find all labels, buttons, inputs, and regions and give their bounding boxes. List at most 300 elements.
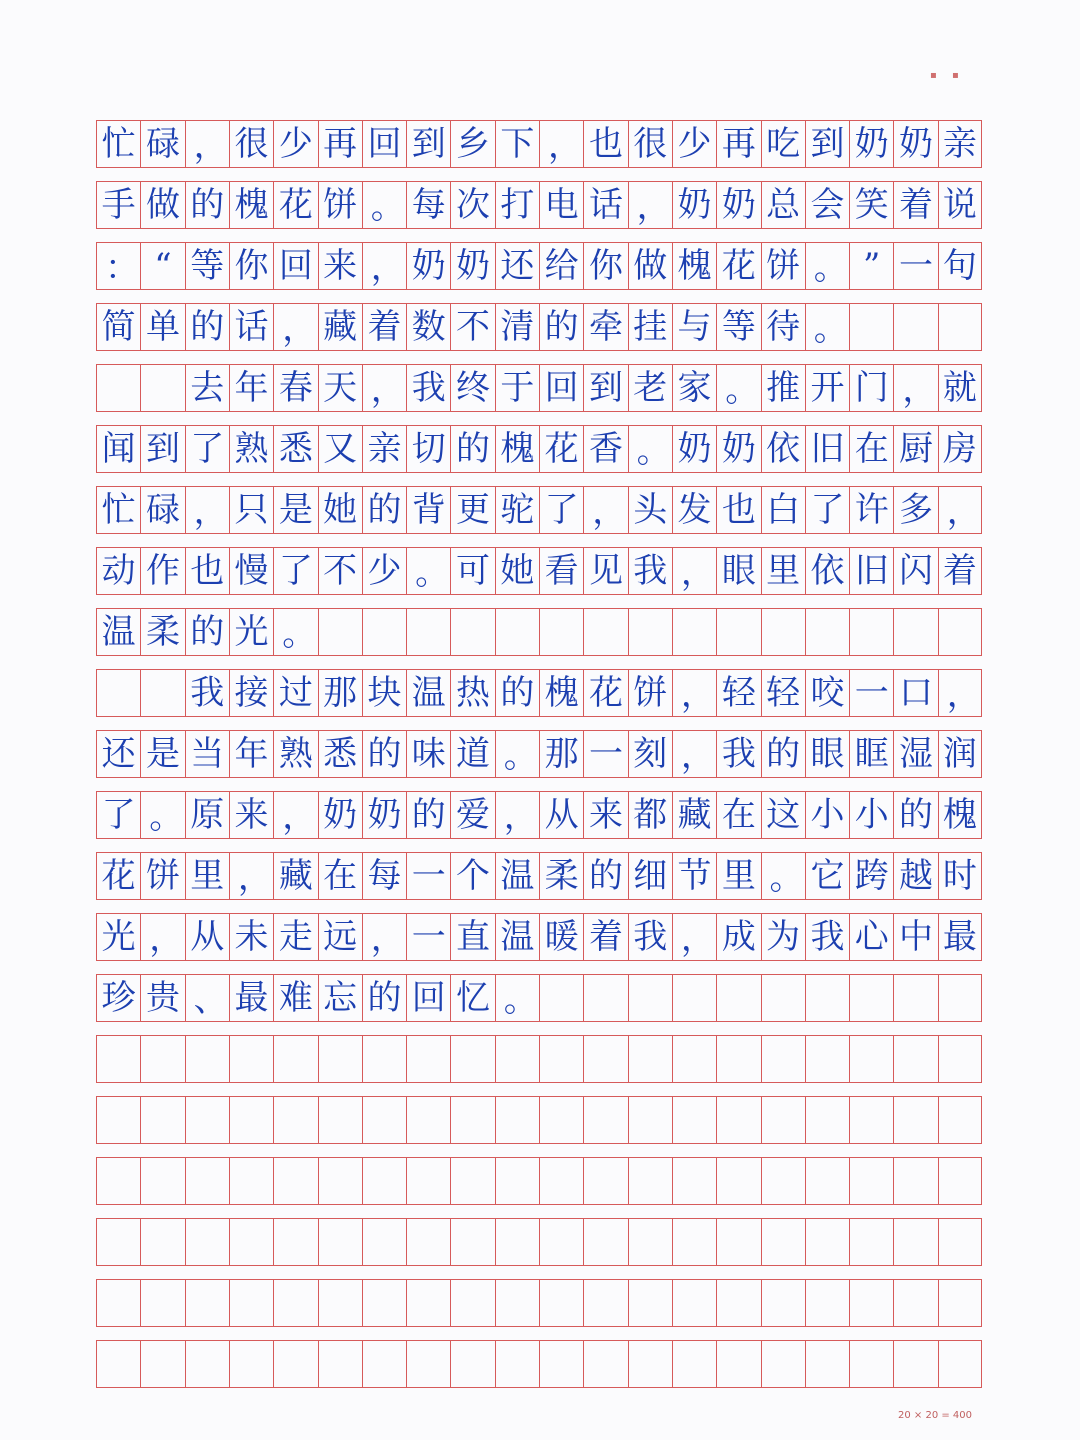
grid-cell bbox=[805, 1341, 849, 1387]
grid-cell: 里 bbox=[761, 548, 805, 594]
grid-cell: 。 bbox=[761, 853, 805, 899]
grid-cell: 我 bbox=[805, 914, 849, 960]
grid-cell: 着 bbox=[362, 304, 406, 350]
grid-cell: ， bbox=[362, 243, 406, 289]
grid-cell bbox=[761, 609, 805, 655]
grid-cell: 轻 bbox=[716, 670, 760, 716]
grid-row bbox=[96, 303, 982, 351]
grid-cell bbox=[628, 975, 672, 1021]
grid-cell: “ bbox=[140, 243, 184, 289]
grid-cell: 厨 bbox=[893, 426, 937, 472]
grid-cell: 年 bbox=[229, 365, 273, 411]
grid-cell bbox=[893, 1097, 937, 1143]
grid-row bbox=[96, 730, 982, 778]
grid-cell: 的 bbox=[761, 731, 805, 777]
grid-cell bbox=[495, 1219, 539, 1265]
grid-cell bbox=[140, 670, 184, 716]
grid-cell bbox=[318, 1280, 362, 1326]
grid-cell bbox=[716, 1280, 760, 1326]
grid-cell bbox=[495, 1036, 539, 1082]
grid-cell: 电 bbox=[539, 182, 583, 228]
grid-cell: 。 bbox=[805, 304, 849, 350]
grid-cell bbox=[583, 1158, 627, 1204]
grid-cell: 少 bbox=[672, 121, 716, 167]
grid-cell bbox=[450, 1341, 494, 1387]
grid-cell bbox=[893, 304, 937, 350]
grid-cell bbox=[583, 1280, 627, 1326]
grid-cell: 温 bbox=[495, 853, 539, 899]
grid-cell bbox=[229, 1341, 273, 1387]
grid-cell: 难 bbox=[273, 975, 317, 1021]
grid-cell bbox=[672, 975, 716, 1021]
grid-cell bbox=[318, 1158, 362, 1204]
grid-cell: 门 bbox=[849, 365, 893, 411]
grid-cell: 悉 bbox=[273, 426, 317, 472]
grid-cell bbox=[672, 1036, 716, 1082]
grid-cell: 回 bbox=[539, 365, 583, 411]
grid-cell bbox=[406, 1158, 450, 1204]
grid-cell bbox=[805, 1036, 849, 1082]
grid-cell bbox=[849, 609, 893, 655]
grid-cell: 不 bbox=[450, 304, 494, 350]
grid-cell: 了 bbox=[805, 487, 849, 533]
grid-row bbox=[96, 425, 982, 473]
grid-cell: 去 bbox=[185, 365, 229, 411]
grid-cell: 少 bbox=[362, 548, 406, 594]
grid-cell bbox=[805, 1219, 849, 1265]
grid-cell: 你 bbox=[583, 243, 627, 289]
grid-cell bbox=[672, 1341, 716, 1387]
grid-cell bbox=[140, 1219, 184, 1265]
grid-cell: 打 bbox=[495, 182, 539, 228]
grid-cell: ， bbox=[362, 914, 406, 960]
grid-cell: 这 bbox=[761, 792, 805, 838]
grid-cell: 单 bbox=[140, 304, 184, 350]
grid-cell: 接 bbox=[229, 670, 273, 716]
grid-cell: 头 bbox=[628, 487, 672, 533]
grid-cell: 我 bbox=[628, 548, 672, 594]
grid-cell: 饼 bbox=[140, 853, 184, 899]
grid-cell: 光 bbox=[96, 914, 140, 960]
grid-cell bbox=[318, 1341, 362, 1387]
grid-cell: 每 bbox=[362, 853, 406, 899]
grid-cell bbox=[229, 1036, 273, 1082]
grid-cell bbox=[583, 1341, 627, 1387]
grid-cell: 我 bbox=[628, 914, 672, 960]
grid-row bbox=[96, 852, 982, 900]
grid-cell: 吃 bbox=[761, 121, 805, 167]
grid-cell bbox=[805, 1158, 849, 1204]
grid-row bbox=[96, 913, 982, 961]
grid-cell bbox=[362, 1219, 406, 1265]
grid-cell: 从 bbox=[539, 792, 583, 838]
grid-cell bbox=[849, 1341, 893, 1387]
grid-cell: 手 bbox=[96, 182, 140, 228]
grid-cell: 奶 bbox=[318, 792, 362, 838]
grid-cell: 一 bbox=[893, 243, 937, 289]
grid-cell: 的 bbox=[185, 304, 229, 350]
grid-cell: 下 bbox=[495, 121, 539, 167]
grid-cell bbox=[362, 1097, 406, 1143]
grid-cell bbox=[273, 1036, 317, 1082]
grid-cell bbox=[273, 1341, 317, 1387]
grid-row bbox=[96, 120, 982, 168]
grid-cell: 我 bbox=[406, 365, 450, 411]
grid-cell bbox=[761, 1280, 805, 1326]
grid-row bbox=[96, 608, 982, 656]
grid-cell: 简 bbox=[96, 304, 140, 350]
grid-cell bbox=[849, 1219, 893, 1265]
grid-cell: 的 bbox=[362, 487, 406, 533]
grid-cell: 咬 bbox=[805, 670, 849, 716]
grid-cell bbox=[450, 1280, 494, 1326]
grid-cell: 热 bbox=[450, 670, 494, 716]
grid-cell: ， bbox=[938, 670, 982, 716]
grid-cell: 回 bbox=[362, 121, 406, 167]
grid-row bbox=[96, 1218, 982, 1266]
grid-cell bbox=[583, 1036, 627, 1082]
grid-cell: ， bbox=[938, 487, 982, 533]
grid-cell: 柔 bbox=[539, 853, 583, 899]
grid-cell: 挂 bbox=[628, 304, 672, 350]
grid-cell bbox=[495, 1341, 539, 1387]
grid-cell: 动 bbox=[96, 548, 140, 594]
grid-cell bbox=[672, 1097, 716, 1143]
grid-cell: 话 bbox=[229, 304, 273, 350]
page-header-mark: ▪ ▪ bbox=[930, 70, 965, 81]
grid-cell: 很 bbox=[229, 121, 273, 167]
grid-cell: 块 bbox=[362, 670, 406, 716]
grid-cell: 房 bbox=[938, 426, 982, 472]
grid-cell: 会 bbox=[805, 182, 849, 228]
grid-cell: 句 bbox=[938, 243, 982, 289]
grid-cell bbox=[96, 365, 140, 411]
grid-cell: 藏 bbox=[273, 853, 317, 899]
grid-cell bbox=[495, 1097, 539, 1143]
grid-cell: ” bbox=[849, 243, 893, 289]
grid-cell: 许 bbox=[849, 487, 893, 533]
grid-cell bbox=[716, 1341, 760, 1387]
grid-cell bbox=[273, 1158, 317, 1204]
grid-cell: 远 bbox=[318, 914, 362, 960]
grid-cell: 等 bbox=[716, 304, 760, 350]
grid-cell: 乡 bbox=[450, 121, 494, 167]
grid-cell: 轻 bbox=[761, 670, 805, 716]
grid-cell: 暖 bbox=[539, 914, 583, 960]
grid-cell: 饼 bbox=[318, 182, 362, 228]
grid-cell bbox=[893, 1280, 937, 1326]
grid-cell: ， bbox=[539, 121, 583, 167]
grid-cell bbox=[406, 609, 450, 655]
grid-cell bbox=[938, 1341, 982, 1387]
grid-cell: 春 bbox=[273, 365, 317, 411]
grid-cell: 中 bbox=[893, 914, 937, 960]
grid-cell: 也 bbox=[185, 548, 229, 594]
grid-cell: 温 bbox=[495, 914, 539, 960]
grid-cell: 到 bbox=[140, 426, 184, 472]
grid-cell: 饼 bbox=[761, 243, 805, 289]
grid-cell: 我 bbox=[716, 731, 760, 777]
grid-cell: 。 bbox=[140, 792, 184, 838]
grid-cell: 来 bbox=[229, 792, 273, 838]
grid-cell: 珍 bbox=[96, 975, 140, 1021]
grid-cell bbox=[362, 1036, 406, 1082]
grid-cell: 家 bbox=[672, 365, 716, 411]
grid-cell: 口 bbox=[893, 670, 937, 716]
grid-cell: ， bbox=[273, 304, 317, 350]
grid-cell: 槐 bbox=[495, 426, 539, 472]
grid-cell: 小 bbox=[849, 792, 893, 838]
grid-cell: 奶 bbox=[450, 243, 494, 289]
grid-cell: 的 bbox=[539, 304, 583, 350]
grid-cell bbox=[672, 1158, 716, 1204]
grid-cell: 忙 bbox=[96, 487, 140, 533]
grid-row bbox=[96, 791, 982, 839]
grid-cell bbox=[495, 609, 539, 655]
grid-cell: 白 bbox=[761, 487, 805, 533]
grid-cell bbox=[583, 1219, 627, 1265]
grid-cell: 回 bbox=[273, 243, 317, 289]
grid-cell: 熟 bbox=[229, 426, 273, 472]
grid-cell: 眼 bbox=[805, 731, 849, 777]
grid-cell: 是 bbox=[273, 487, 317, 533]
grid-cell: 的 bbox=[893, 792, 937, 838]
grid-cell bbox=[628, 1097, 672, 1143]
grid-cell: 的 bbox=[583, 853, 627, 899]
grid-cell: 年 bbox=[229, 731, 273, 777]
grid-cell: 在 bbox=[849, 426, 893, 472]
grid-cell: 多 bbox=[893, 487, 937, 533]
grid-cell: 等 bbox=[185, 243, 229, 289]
grid-cell bbox=[938, 1280, 982, 1326]
grid-cell: 碌 bbox=[140, 487, 184, 533]
grid-cell bbox=[140, 1341, 184, 1387]
grid-cell bbox=[938, 1219, 982, 1265]
grid-cell: 槐 bbox=[539, 670, 583, 716]
grid-cell: 回 bbox=[406, 975, 450, 1021]
grid-cell: 奶 bbox=[716, 182, 760, 228]
grid-cell bbox=[96, 1036, 140, 1082]
grid-cell bbox=[362, 609, 406, 655]
grid-cell: 亲 bbox=[362, 426, 406, 472]
grid-cell bbox=[406, 1341, 450, 1387]
grid-cell: ， bbox=[672, 914, 716, 960]
grid-cell: 。 bbox=[495, 731, 539, 777]
grid-cell: 看 bbox=[539, 548, 583, 594]
grid-cell bbox=[539, 609, 583, 655]
grid-cell: 。 bbox=[495, 975, 539, 1021]
grid-cell bbox=[318, 609, 362, 655]
grid-cell: 很 bbox=[628, 121, 672, 167]
grid-cell bbox=[362, 1341, 406, 1387]
grid-cell bbox=[938, 975, 982, 1021]
grid-cell: 爱 bbox=[450, 792, 494, 838]
grid-cell: 奶 bbox=[672, 182, 716, 228]
grid-cell: ， bbox=[628, 182, 672, 228]
grid-cell bbox=[716, 609, 760, 655]
grid-cell bbox=[805, 975, 849, 1021]
grid-cell bbox=[96, 670, 140, 716]
grid-cell: 都 bbox=[628, 792, 672, 838]
grid-cell: 为 bbox=[761, 914, 805, 960]
grid-cell: 开 bbox=[805, 365, 849, 411]
grid-cell: 慢 bbox=[229, 548, 273, 594]
grid-cell: 。 bbox=[406, 548, 450, 594]
grid-cell: 天 bbox=[318, 365, 362, 411]
grid-cell: 清 bbox=[495, 304, 539, 350]
grid-cell bbox=[450, 1158, 494, 1204]
grid-cell: 最 bbox=[229, 975, 273, 1021]
grid-cell: 原 bbox=[185, 792, 229, 838]
grid-cell: 于 bbox=[495, 365, 539, 411]
grid-cell: 也 bbox=[583, 121, 627, 167]
grid-cell: 来 bbox=[583, 792, 627, 838]
grid-cell: 花 bbox=[716, 243, 760, 289]
grid-cell: 的 bbox=[406, 792, 450, 838]
grid-cell bbox=[761, 1036, 805, 1082]
grid-cell: 再 bbox=[716, 121, 760, 167]
grid-cell: 。 bbox=[628, 426, 672, 472]
grid-cell bbox=[938, 1158, 982, 1204]
grid-cell bbox=[761, 1097, 805, 1143]
grid-cell bbox=[672, 1280, 716, 1326]
grid-cell: 话 bbox=[583, 182, 627, 228]
grid-cell: 忘 bbox=[318, 975, 362, 1021]
grid-cell bbox=[406, 1219, 450, 1265]
grid-cell: 。 bbox=[805, 243, 849, 289]
grid-cell bbox=[893, 609, 937, 655]
grid-cell bbox=[96, 1280, 140, 1326]
grid-cell bbox=[628, 1158, 672, 1204]
grid-cell: 又 bbox=[318, 426, 362, 472]
grid-cell bbox=[539, 1097, 583, 1143]
grid-cell bbox=[495, 1280, 539, 1326]
grid-cell: 给 bbox=[539, 243, 583, 289]
grid-cell: 藏 bbox=[672, 792, 716, 838]
grid-cell bbox=[849, 975, 893, 1021]
grid-cell: 与 bbox=[672, 304, 716, 350]
grid-cell bbox=[761, 1158, 805, 1204]
grid-cell: 槐 bbox=[672, 243, 716, 289]
grid-cell: 旧 bbox=[805, 426, 849, 472]
grid-cell bbox=[140, 1097, 184, 1143]
grid-cell bbox=[450, 1097, 494, 1143]
grid-cell bbox=[716, 1097, 760, 1143]
grid-cell: 闪 bbox=[893, 548, 937, 594]
grid-row bbox=[96, 1340, 982, 1388]
grid-cell: 温 bbox=[406, 670, 450, 716]
grid-cell bbox=[318, 1036, 362, 1082]
grid-cell bbox=[583, 1097, 627, 1143]
grid-cell bbox=[406, 1097, 450, 1143]
grid-cell: 的 bbox=[495, 670, 539, 716]
grid-cell: 着 bbox=[938, 548, 982, 594]
grid-cell bbox=[96, 1097, 140, 1143]
grid-cell bbox=[805, 1280, 849, 1326]
grid-cell: 了 bbox=[96, 792, 140, 838]
grid-cell: 总 bbox=[761, 182, 805, 228]
grid-cell bbox=[140, 1158, 184, 1204]
grid-cell: 跨 bbox=[849, 853, 893, 899]
grid-cell: 到 bbox=[406, 121, 450, 167]
grid-cell: 依 bbox=[761, 426, 805, 472]
grid-cell: 从 bbox=[185, 914, 229, 960]
grid-cell bbox=[406, 1036, 450, 1082]
grid-cell bbox=[140, 365, 184, 411]
grid-cell bbox=[185, 1280, 229, 1326]
grid-cell: 熟 bbox=[273, 731, 317, 777]
grid-cell: 它 bbox=[805, 853, 849, 899]
grid-cell: 还 bbox=[495, 243, 539, 289]
grid-cell: 发 bbox=[672, 487, 716, 533]
grid-row bbox=[96, 1279, 982, 1327]
grid-cell bbox=[761, 1219, 805, 1265]
grid-cell: 眼 bbox=[716, 548, 760, 594]
composition-grid bbox=[96, 120, 982, 1401]
grid-cell: 里 bbox=[716, 853, 760, 899]
grid-cell: 的 bbox=[185, 182, 229, 228]
grid-cell: 润 bbox=[938, 731, 982, 777]
grid-cell: 。 bbox=[362, 182, 406, 228]
grid-cell bbox=[893, 1158, 937, 1204]
grid-cell: 细 bbox=[628, 853, 672, 899]
grid-cell: 槐 bbox=[938, 792, 982, 838]
grid-cell: 花 bbox=[539, 426, 583, 472]
grid-cell: ， bbox=[140, 914, 184, 960]
grid-cell bbox=[938, 609, 982, 655]
grid-cell: 奶 bbox=[893, 121, 937, 167]
grid-cell bbox=[849, 1097, 893, 1143]
grid-cell: 到 bbox=[583, 365, 627, 411]
grid-cell: 花 bbox=[273, 182, 317, 228]
grid-cell bbox=[539, 1036, 583, 1082]
grid-cell bbox=[539, 1158, 583, 1204]
grid-cell: 柔 bbox=[140, 609, 184, 655]
grid-cell: 我 bbox=[185, 670, 229, 716]
grid-cell: 湿 bbox=[893, 731, 937, 777]
grid-cell bbox=[893, 975, 937, 1021]
grid-cell: 一 bbox=[583, 731, 627, 777]
grid-cell: 次 bbox=[450, 182, 494, 228]
grid-row bbox=[96, 1035, 982, 1083]
grid-row bbox=[96, 1157, 982, 1205]
grid-cell: 味 bbox=[406, 731, 450, 777]
grid-row bbox=[96, 364, 982, 412]
grid-cell: 光 bbox=[229, 609, 273, 655]
grid-cell bbox=[539, 975, 583, 1021]
grid-cell: 少 bbox=[273, 121, 317, 167]
grid-cell bbox=[628, 1036, 672, 1082]
grid-cell: 做 bbox=[628, 243, 672, 289]
grid-cell bbox=[229, 1280, 273, 1326]
grid-cell: 在 bbox=[318, 853, 362, 899]
grid-cell: 背 bbox=[406, 487, 450, 533]
grid-cell: 成 bbox=[716, 914, 760, 960]
grid-cell: 碌 bbox=[140, 121, 184, 167]
grid-cell bbox=[716, 1036, 760, 1082]
grid-cell bbox=[273, 1219, 317, 1265]
grid-row bbox=[96, 486, 982, 534]
grid-cell bbox=[716, 1158, 760, 1204]
grid-cell: 那 bbox=[318, 670, 362, 716]
grid-cell bbox=[96, 1158, 140, 1204]
grid-cell: 走 bbox=[273, 914, 317, 960]
grid-cell: 过 bbox=[273, 670, 317, 716]
grid-cell: 亲 bbox=[938, 121, 982, 167]
grid-cell: 饼 bbox=[628, 670, 672, 716]
grid-row bbox=[96, 669, 982, 717]
grid-cell bbox=[805, 609, 849, 655]
